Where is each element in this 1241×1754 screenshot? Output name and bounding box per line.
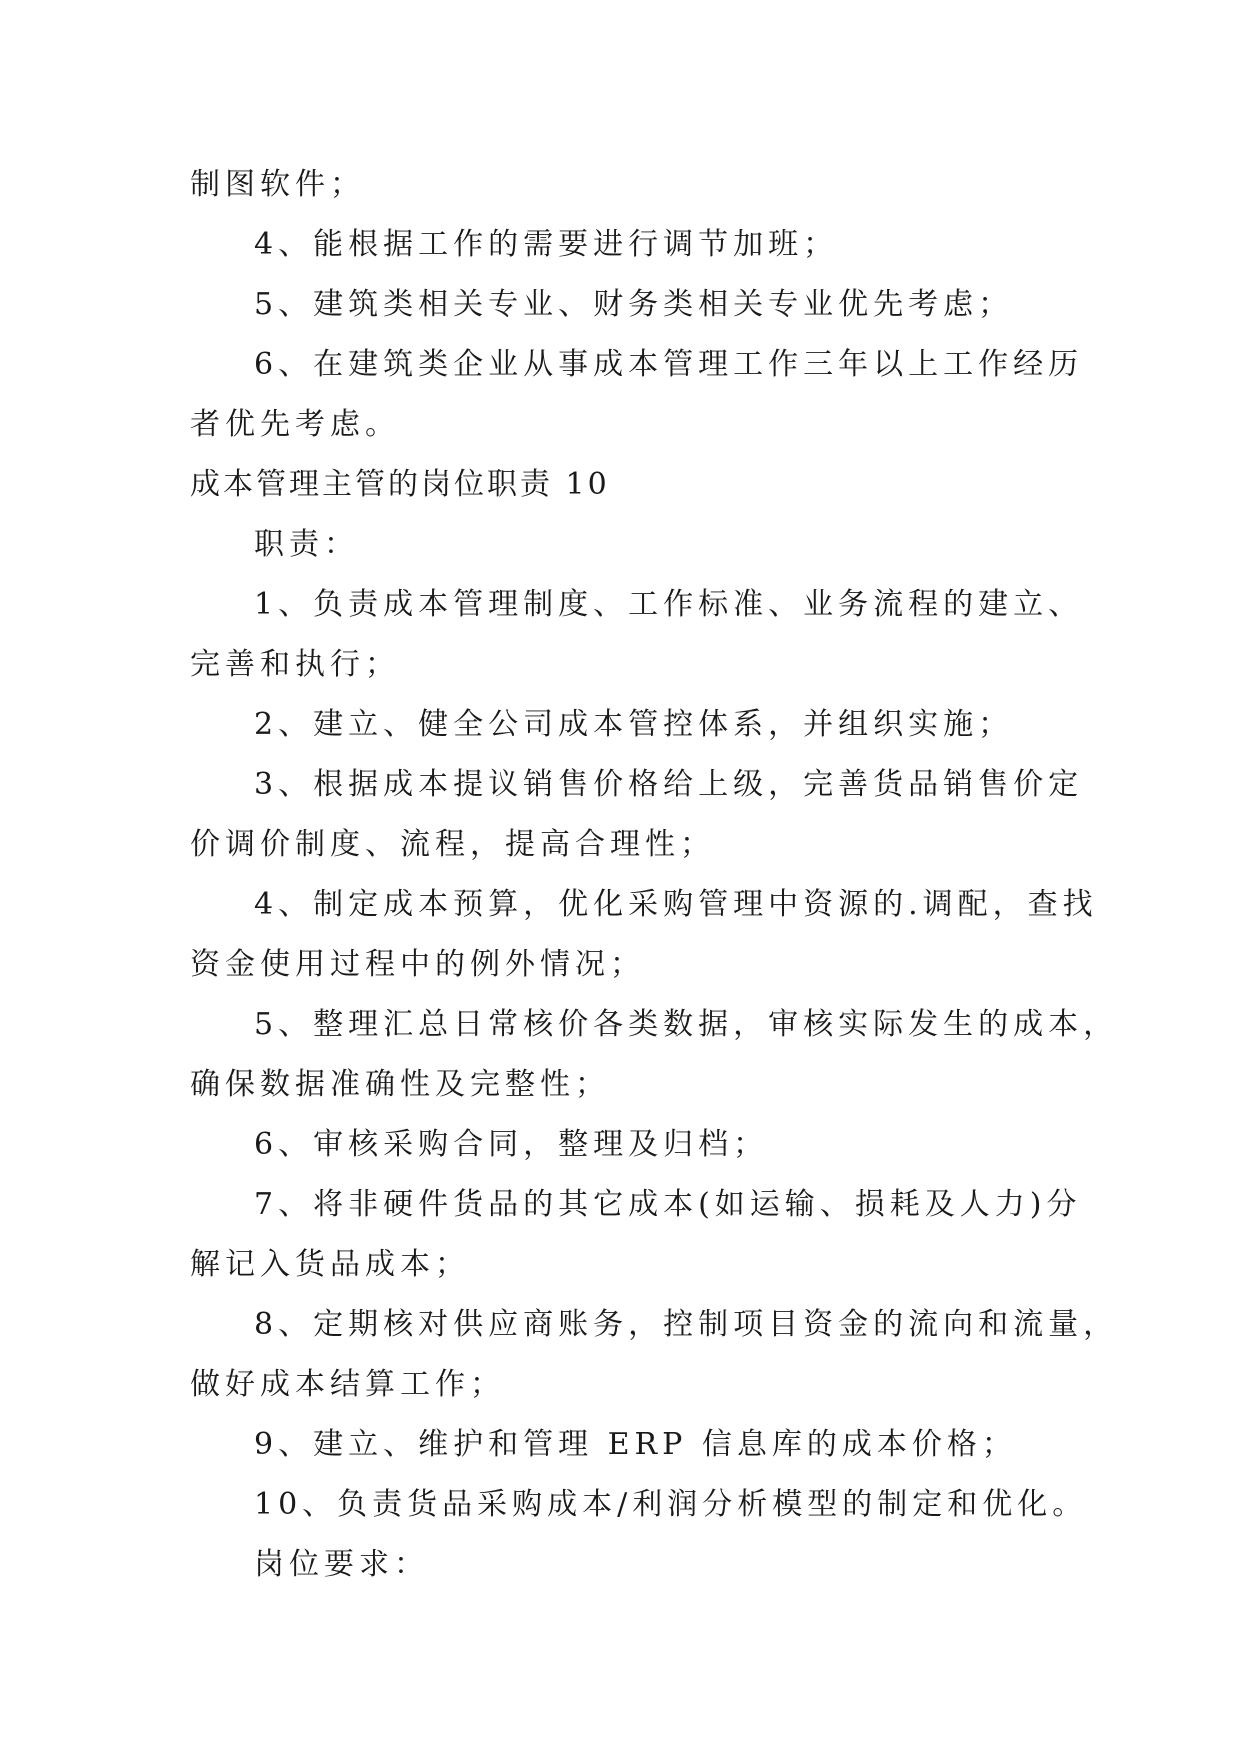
text-line: 解记入货品成本；	[190, 1247, 470, 1282]
text-line: 资金使用过程中的例外情况；	[190, 947, 645, 982]
text-line: 做好成本结算工作；	[190, 1367, 505, 1402]
text-line: 制图软件；	[190, 167, 365, 202]
text-line: 者优先考虑。	[190, 407, 400, 442]
list-item: 5、整理汇总日常核价各类数据，审核实际发生的成本，	[254, 1007, 1119, 1042]
list-item: 6、审核采购合同，整理及归档；	[254, 1127, 769, 1162]
list-item: 4、制定成本预算，优化采购管理中资源的.调配，查找	[254, 887, 1098, 922]
document-page	[190, 155, 1119, 1595]
list-item: 3、根据成本提议销售价格给上级，完善货品销售价定	[254, 767, 1084, 802]
subheading-duties: 职责：	[254, 527, 359, 562]
text-line: 价调价制度、流程，提高合理性；	[190, 827, 715, 862]
list-item: 8、定期核对供应商账务，控制项目资金的流向和流量，	[254, 1307, 1119, 1342]
list-item: 6、在建筑类企业从事成本管理工作三年以上工作经历	[254, 347, 1084, 382]
list-item: 1、负责成本管理制度、工作标准、业务流程的建立、	[254, 587, 1084, 622]
list-item: 7、将非硬件货品的其它成本(如运输、损耗及人力)分	[254, 1187, 1082, 1222]
section-heading: 成本管理主管的岗位职责 10	[190, 467, 610, 502]
subheading-requirements: 岗位要求：	[254, 1547, 429, 1582]
list-item: 10、负责货品采购成本/利润分析模型的制定和优化。	[254, 1487, 1088, 1522]
list-item: 2、建立、健全公司成本管控体系，并组织实施；	[254, 707, 1014, 742]
list-item: 9、建立、维护和管理 ERP 信息库的成本价格；	[254, 1427, 1017, 1462]
list-item: 5、建筑类相关专业、财务类相关专业优先考虑；	[254, 287, 1014, 322]
text-line: 确保数据准确性及完整性；	[190, 1067, 610, 1102]
text-line: 完善和执行；	[190, 647, 400, 682]
list-item: 4、能根据工作的需要进行调节加班；	[254, 227, 839, 262]
